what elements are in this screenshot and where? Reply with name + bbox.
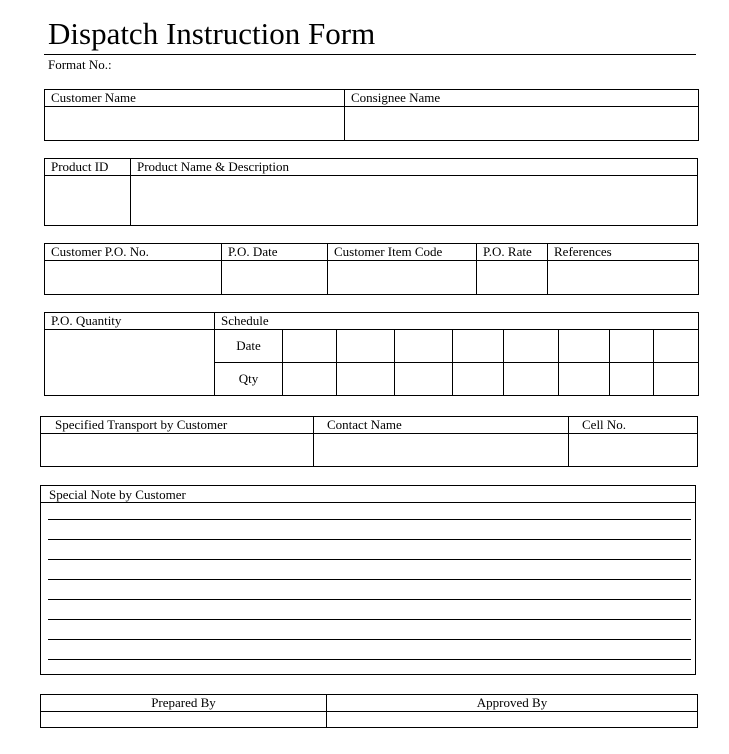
note-line[interactable] bbox=[48, 579, 691, 580]
note-line[interactable] bbox=[48, 599, 691, 600]
customer-name-label: Customer Name bbox=[45, 90, 345, 107]
consignee-name-field[interactable] bbox=[345, 107, 699, 141]
schedule-qty-cell[interactable] bbox=[504, 363, 559, 396]
schedule-date-cell[interactable] bbox=[395, 330, 453, 363]
note-line[interactable] bbox=[48, 619, 691, 620]
schedule-date-cell[interactable] bbox=[283, 330, 337, 363]
schedule-date-cell[interactable] bbox=[559, 330, 610, 363]
product-id-label: Product ID bbox=[45, 159, 131, 176]
schedule-date-cell[interactable] bbox=[453, 330, 504, 363]
po-rate-field[interactable] bbox=[477, 261, 548, 295]
po-quantity-label: P.O. Quantity bbox=[45, 313, 215, 330]
customer-table bbox=[44, 89, 699, 141]
customer-item-code-label: Customer Item Code bbox=[328, 244, 477, 261]
schedule-qty-cell[interactable] bbox=[453, 363, 504, 396]
special-note-box bbox=[40, 485, 696, 675]
customer-item-code-field[interactable] bbox=[328, 261, 477, 295]
customer-name-field[interactable] bbox=[45, 107, 345, 141]
references-label: References bbox=[548, 244, 699, 261]
schedule-qty-cell[interactable] bbox=[283, 363, 337, 396]
po-rate-label: P.O. Rate bbox=[477, 244, 548, 261]
note-line[interactable] bbox=[48, 659, 691, 660]
po-quantity-field[interactable] bbox=[45, 330, 215, 396]
schedule-qty-cell[interactable] bbox=[654, 363, 699, 396]
prepared-by-label: Prepared By bbox=[41, 695, 327, 712]
schedule-date-cell[interactable] bbox=[337, 330, 395, 363]
approved-by-label: Approved By bbox=[327, 695, 698, 712]
format-number-label: Format No.: bbox=[48, 57, 112, 72]
po-table bbox=[44, 243, 699, 295]
approval-table bbox=[40, 694, 698, 728]
specified-transport-field[interactable] bbox=[41, 434, 314, 467]
contact-name-field[interactable] bbox=[314, 434, 569, 467]
approved-by-field[interactable] bbox=[327, 712, 698, 728]
note-line[interactable] bbox=[48, 639, 691, 640]
po-date-field[interactable] bbox=[222, 261, 328, 295]
special-note-label: Special Note by Customer bbox=[41, 486, 695, 503]
title-underline bbox=[44, 54, 696, 55]
note-line[interactable] bbox=[48, 539, 691, 540]
cell-no-label: Cell No. bbox=[569, 417, 698, 434]
cell-no-field[interactable] bbox=[569, 434, 698, 467]
contact-name-label: Contact Name bbox=[314, 417, 569, 434]
consignee-name-label: Consignee Name bbox=[345, 90, 699, 107]
form-title: Dispatch Instruction Form bbox=[48, 16, 376, 51]
note-line[interactable] bbox=[48, 519, 691, 520]
schedule-qty-label: Qty bbox=[215, 363, 283, 396]
schedule-date-cell[interactable] bbox=[610, 330, 654, 363]
schedule-qty-cell[interactable] bbox=[610, 363, 654, 396]
schedule-date-cell[interactable] bbox=[504, 330, 559, 363]
product-name-field[interactable] bbox=[131, 176, 698, 226]
schedule-date-label: Date bbox=[215, 330, 283, 363]
product-name-label: Product Name & Description bbox=[131, 159, 698, 176]
note-line[interactable] bbox=[48, 559, 691, 560]
schedule-table bbox=[44, 312, 699, 396]
schedule-date-cell[interactable] bbox=[654, 330, 699, 363]
prepared-by-field[interactable] bbox=[41, 712, 327, 728]
schedule-qty-cell[interactable] bbox=[337, 363, 395, 396]
schedule-qty-cell[interactable] bbox=[559, 363, 610, 396]
po-date-label: P.O. Date bbox=[222, 244, 328, 261]
product-table bbox=[44, 158, 698, 226]
transport-table bbox=[40, 416, 698, 467]
customer-po-no-field[interactable] bbox=[45, 261, 222, 295]
schedule-label: Schedule bbox=[215, 313, 699, 330]
product-id-field[interactable] bbox=[45, 176, 131, 226]
references-field[interactable] bbox=[548, 261, 699, 295]
customer-po-no-label: Customer P.O. No. bbox=[45, 244, 222, 261]
specified-transport-label: Specified Transport by Customer bbox=[41, 417, 314, 434]
schedule-qty-cell[interactable] bbox=[395, 363, 453, 396]
